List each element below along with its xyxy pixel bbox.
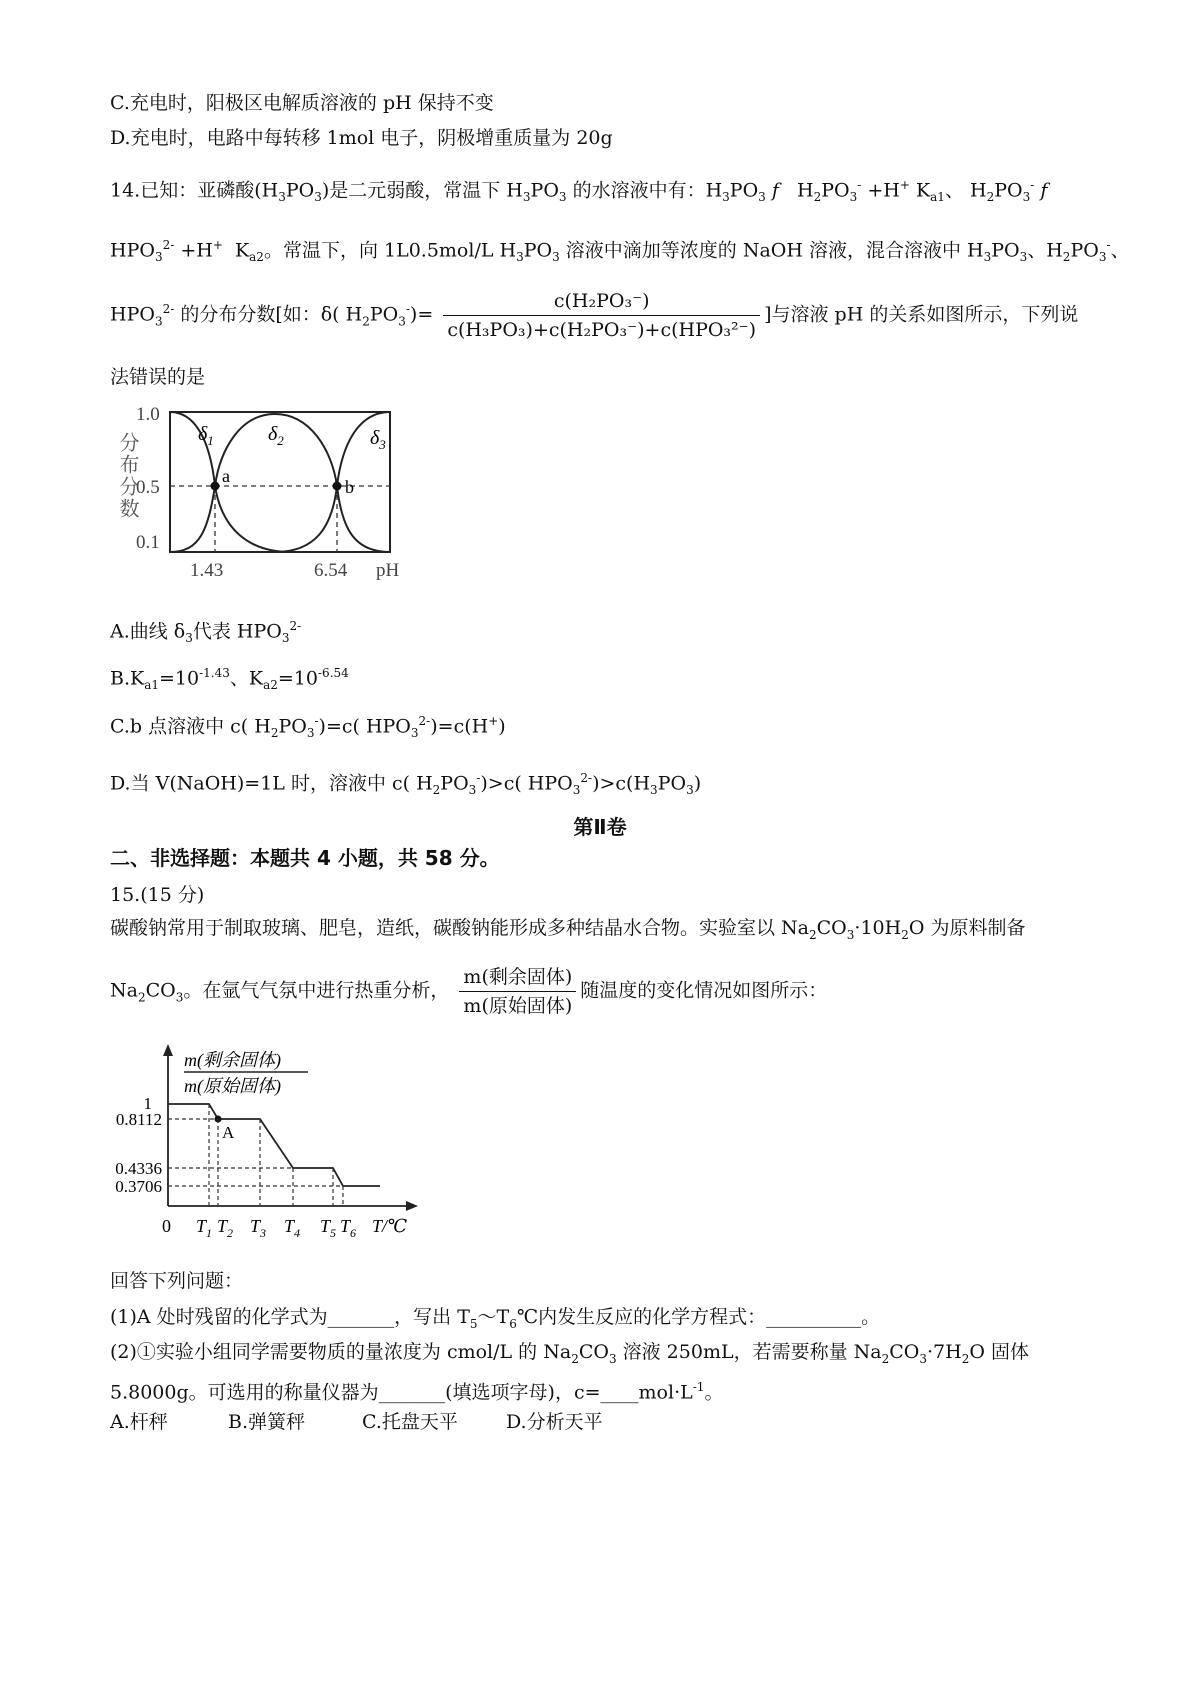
y-tick-05: 0.5 (136, 477, 160, 498)
fraction-numerator: c(H₂PO₃⁻) (443, 288, 760, 316)
thermogravimetric-chart (100, 1036, 430, 1248)
q14-stem-line4: 法错误的是 (110, 366, 206, 388)
q15-paragraph2: $Na_2CO_3$。在氩气气氛中进行热重分析， $\frac{\text{m(剩余固体)}}{\text{m(原始固体)}}$ 随温度的变化情况如图所示： (110, 966, 828, 1017)
y-title-den: m(原始固体) (184, 1076, 281, 1096)
x-tick-T1: $T_1$ (196, 1216, 213, 1240)
y-tick-1: 1 (143, 1094, 152, 1113)
q15-paragraph1: 碳酸钠常用于制取玻璃、肥皂，造纸，碳酸钠能形成多种结晶水合物。实验室以 $Na_2CO_3\cdot 10H_2O$ 为原料制备 (110, 917, 1026, 942)
x-tick-143: 1.43 (190, 560, 224, 581)
x-tick-T6: $T_6$ (340, 1216, 357, 1240)
point-b (333, 482, 342, 491)
y-tick-08112: 0.8112 (115, 1110, 162, 1129)
choice-a: A.杆秤 (110, 1411, 168, 1433)
section-heading: 二、非选择题：本题共 4 小题，共 58 分。 (110, 846, 500, 870)
x-axis-label: pH (376, 560, 400, 581)
choice-c: C.托盘天平 (362, 1411, 458, 1433)
distribution-fraction (443, 288, 760, 343)
q14-option-a: A.曲线 $\delta_3$代表 $HPO_3^{2-}$ (110, 619, 302, 646)
choice-d: D.分析天平 (506, 1411, 603, 1433)
q14-stem-line2: $HPO_3^{2-} +H^+$ $K_{a2}$。常温下，向 1L0.5mol/L $H_3PO_3$ 溶液中滴加等浓度的 NaOH 溶液，混合溶液中 $H_3PO_3$、$H_2PO_3^-$、 (110, 238, 1130, 265)
y-tick-01: 0.1 (136, 532, 160, 553)
y-title-num: m(剩余固体) (184, 1050, 281, 1070)
q14-stem-line1: 14.已知：亚磷酸$(H_3PO_3)$是二元弱酸，常温下 $H_3PO_3$ 的水溶液中有：$H_3PO_3$ f $H_2PO_3^- +H^+$ $K_{a1}$、 $H_2PO_3^-$ f (110, 178, 1048, 205)
mass-fraction-numerator: m(剩余固体) (459, 964, 576, 992)
mass-curve (168, 1104, 380, 1186)
y-tick-04336: 0.4336 (115, 1159, 162, 1178)
q15-choices (110, 1409, 603, 1435)
q13-option-d: D.充电时，电路中每转移 1mol 电子，阴极增重质量为 20g (110, 127, 613, 149)
point-a (211, 482, 220, 491)
x-origin: 0 (162, 1216, 171, 1236)
curve-label-delta1: $\delta_1$ (198, 423, 214, 448)
point-b-label: b (345, 477, 354, 497)
point-A-label: A (222, 1123, 235, 1142)
mass-fraction (459, 964, 576, 1019)
distribution-chart (100, 400, 430, 590)
y-axis-label: 分布分数 (116, 432, 140, 520)
answer-intro: 回答下列问题： (110, 1270, 244, 1292)
q14-option-c: C.b 点溶液中 c( $H_2PO_3^-)=c$( $HPO_3^{2-})=c(H^+)$ (110, 714, 506, 741)
curve-label-delta3: $\delta_3$ (370, 427, 386, 452)
x-tick-T3: $T_3$ (250, 1216, 267, 1240)
fraction-denominator: c(H₃PO₃)+c(H₂PO₃⁻)+c(HPO₃²⁻) (447, 319, 757, 341)
q15-sub1: (1)A 处时残留的化学式为_______，写出 $T_5\sim T_6℃$内发生反应的化学方程式：__________。 (110, 1306, 881, 1331)
y-axis-arrow (163, 1044, 173, 1056)
x-axis-arrow (406, 1201, 418, 1211)
curve-label-delta2: $\delta_2$ (268, 423, 284, 448)
mass-fraction-denominator: m(原始固体) (463, 995, 573, 1017)
q15-sub2-line2: 5.8000g。可选用的称量仪器为_______(填选项字母)，$c=\_\_\_\_mol\cdot L^{-1}$。 (110, 1380, 724, 1404)
q15-sub2-line1: (2)①实验小组同学需要物质的量浓度为 cmol/L 的 $Na_2CO_3$ 溶液 250mL，若需要称量 $Na_2CO_3\cdot 7H_2O$ 固体 (110, 1341, 1029, 1366)
q13-option-c: C.充电时，阳极区电解质溶液的 pH 保持不变 (110, 92, 494, 114)
choice-b: B.弹簧秤 (228, 1411, 306, 1433)
x-tick-T5: $T_5$ (320, 1216, 337, 1240)
q14-option-d: D.当 V(NaOH)=1L 时，溶液中 c( $H_2PO_3^-)>c$( $HPO_3^{2-})>c(H_3PO_3)$ (110, 771, 702, 798)
y-tick-1: 1.0 (136, 404, 160, 425)
q14-option-b: $B.K_{a1}=10^{-1.43}$、$K_{a2}=10^{-6.54}$ (110, 666, 349, 693)
x-unit: T/℃ (372, 1216, 408, 1236)
y-tick-03706: 0.3706 (115, 1177, 162, 1196)
q15-number: 15.(15 分) (110, 884, 205, 906)
x-tick-654: 6.54 (314, 560, 348, 581)
x-tick-T4: $T_4$ (284, 1216, 301, 1240)
q14-stem-line3: $HPO_3^{2-}$ 的分布分数[如：δ( $H_2PO_3^-)=$ $\frac{\text{c(H₂PO₃⁻)}}{\text{c(H₃PO₃)+c(H₂PO₃⁻)+c(HPO₃²⁻)}}$ ]与溶液 pH 的关系如图所示，下列说 (110, 290, 1079, 341)
x-tick-T2: $T_2$ (217, 1216, 234, 1240)
point-a-label: a (222, 466, 230, 486)
section-title: 第Ⅱ卷 (573, 815, 627, 839)
